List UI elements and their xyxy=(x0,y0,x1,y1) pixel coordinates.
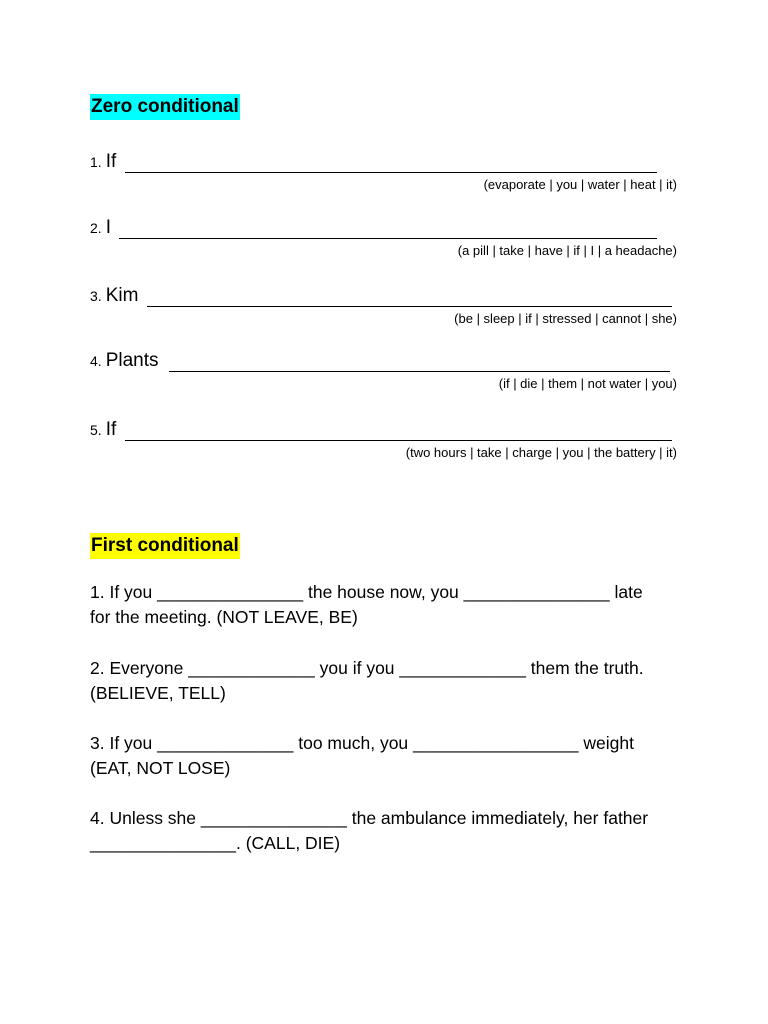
sentence-start: If xyxy=(105,151,117,172)
word-hint: (two hours | take | charge | you | the battery | it) xyxy=(405,445,677,460)
item-number: 2. xyxy=(90,220,102,236)
word-hint: (be | sleep | if | stressed | cannot | she) xyxy=(454,311,677,326)
exercise-line: _______________. (CALL, DIE) xyxy=(90,833,341,853)
exercise-line: (BELIEVE, TELL) xyxy=(90,683,226,703)
zero-conditional-heading: Zero conditional xyxy=(90,94,240,120)
exercise-line: (EAT, NOT LOSE) xyxy=(90,758,231,778)
item-number: 3. xyxy=(90,288,102,304)
first-item-1 xyxy=(90,580,690,630)
exercise-line: 4. Unless she _______________ the ambulance immediately, her father xyxy=(90,808,649,828)
zero-item-5 xyxy=(90,419,680,460)
item-number: 4. xyxy=(90,353,102,369)
answer-blank[interactable] xyxy=(147,306,672,307)
first-conditional-heading: First conditional xyxy=(90,533,240,559)
exercise-line: 2. Everyone _____________ you if you _____________ them the truth. xyxy=(90,658,644,678)
first-item-3 xyxy=(90,731,690,781)
answer-blank[interactable] xyxy=(125,172,657,173)
sentence-start: Plants xyxy=(105,350,159,371)
exercise-line: 1. If you _______________ the house now, you _______________ late xyxy=(90,582,643,602)
answer-blank[interactable] xyxy=(125,440,672,441)
zero-item-1 xyxy=(90,151,680,192)
sentence-start: Kim xyxy=(105,285,139,306)
first-item-4 xyxy=(90,806,690,856)
item-number: 5. xyxy=(90,422,102,438)
sentence-start: I xyxy=(105,217,111,238)
word-hint: (if | die | them | not water | you) xyxy=(498,376,677,391)
zero-item-4 xyxy=(90,350,680,391)
zero-item-2 xyxy=(90,217,680,258)
item-number: 1. xyxy=(90,154,102,170)
word-hint: (a pill | take | have | if | I | a headache) xyxy=(457,243,677,258)
sentence-start: If xyxy=(105,419,117,440)
zero-item-3 xyxy=(90,285,680,326)
exercise-line: 3. If you ______________ too much, you _________________ weight xyxy=(90,733,634,753)
first-item-2 xyxy=(90,656,690,706)
answer-blank[interactable] xyxy=(119,238,657,239)
exercise-line: for the meeting. (NOT LEAVE, BE) xyxy=(90,607,358,627)
word-hint: (evaporate | you | water | heat | it) xyxy=(483,177,677,192)
answer-blank[interactable] xyxy=(169,371,670,372)
